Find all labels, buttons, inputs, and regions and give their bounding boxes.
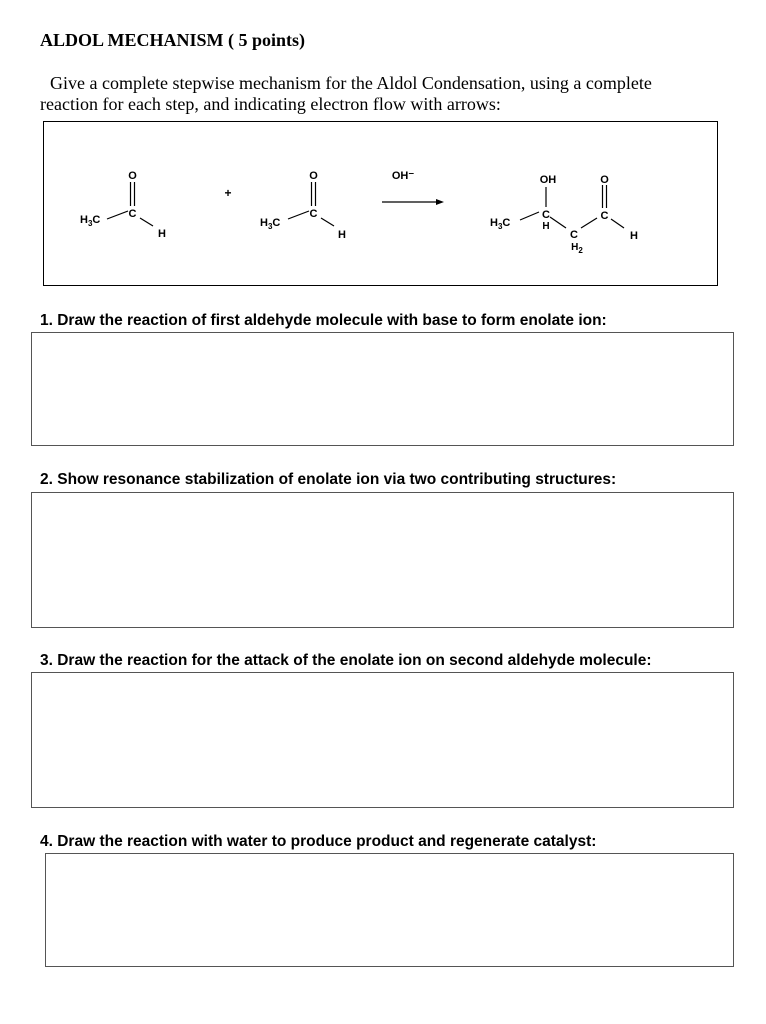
- bond-r1-ch3-c: [107, 211, 128, 219]
- r2-carbon-label: C: [309, 208, 318, 220]
- answer-box-1[interactable]: [31, 332, 734, 446]
- instructions-line-2: reaction for each step, and indicating electron flow with arrows:: [40, 94, 501, 114]
- p-ch2-h-label: $H_2$: [571, 242, 583, 255]
- answer-box-3[interactable]: [31, 672, 734, 808]
- p-ch2-carbon-label: C: [570, 229, 578, 241]
- bond-p-ch: [611, 219, 624, 228]
- r2-methyl-label: $H_3C$: [260, 217, 281, 231]
- bond-p-c-ch2: [550, 217, 566, 228]
- question-2: 2. Show resonance stabilization of enolate ion via two contributing structures:: [40, 471, 617, 488]
- p-methyl-label: $H_3C$: [490, 217, 511, 231]
- reaction-scheme: [43, 121, 718, 286]
- plus-sign: +: [224, 186, 232, 200]
- r1-carbon-label: C: [128, 208, 137, 220]
- p-carbinol-carbon-label: C: [542, 209, 550, 221]
- r2-oxygen-label: O: [309, 170, 318, 182]
- instructions-line-1: Give a complete stepwise mechanism for the Aldol Condensation, using a complete: [50, 73, 652, 93]
- p-aldehyde-carbon-label: C: [600, 210, 609, 222]
- reagent-label: OH⁻: [391, 170, 415, 182]
- bond-p-ch3-c: [520, 212, 539, 220]
- instructions: [40, 73, 740, 115]
- reaction-arrow-head: [436, 199, 444, 205]
- bond-r2-ch3-c: [288, 211, 309, 219]
- p-hydrogen-label: H: [630, 230, 638, 242]
- p-hydroxyl-label: OH: [539, 174, 557, 186]
- p-carbinol-h-label: H: [542, 221, 550, 232]
- bond-p-ch2-c: [581, 218, 597, 228]
- r1-oxygen-label: O: [128, 170, 137, 182]
- question-3: 3. Draw the reaction for the attack of the enolate ion on second aldehyde molecule:: [40, 652, 652, 669]
- answer-box-4[interactable]: [45, 853, 734, 967]
- bond-r1-ch: [140, 218, 153, 226]
- reaction-scheme-drawing: [44, 122, 719, 287]
- answer-box-2[interactable]: [31, 492, 734, 628]
- bond-r2-ch: [321, 218, 334, 226]
- r1-methyl-label: $H_3C$: [80, 214, 101, 228]
- question-1: 1. Draw the reaction of first aldehyde molecule with base to form enolate ion:: [40, 312, 607, 329]
- p-oxygen-label: O: [600, 174, 609, 186]
- question-4: 4. Draw the reaction with water to produce product and regenerate catalyst:: [40, 833, 597, 850]
- page-title: ALDOL MECHANISM ( 5 points): [40, 30, 306, 50]
- r2-hydrogen-label: H: [338, 229, 346, 241]
- r1-hydrogen-label: H: [158, 228, 166, 240]
